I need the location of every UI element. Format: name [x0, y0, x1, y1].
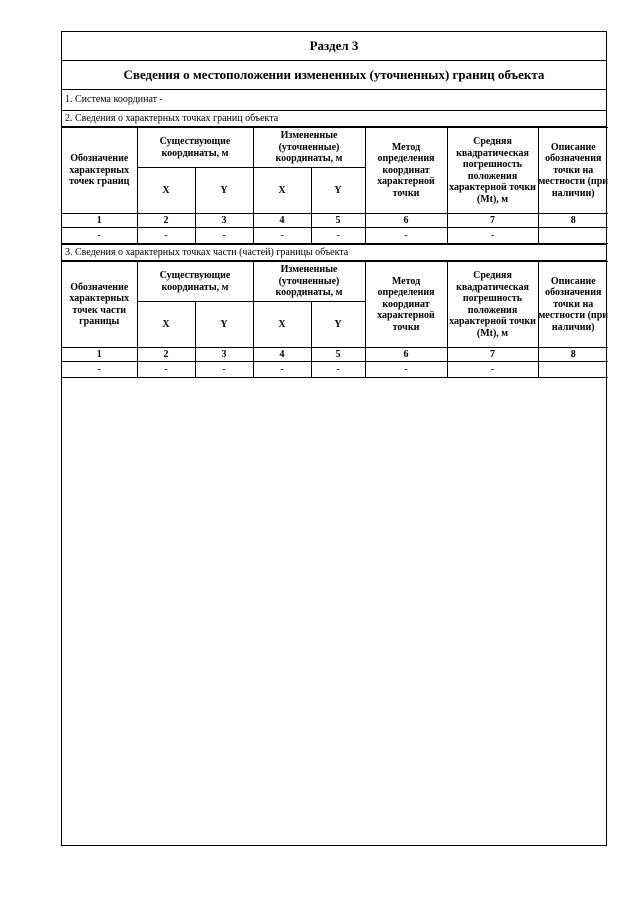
col-num: 7	[447, 214, 538, 228]
table-cell: -	[195, 228, 253, 244]
coord-system: 1. Система координат -	[62, 90, 606, 111]
part2-title: 2. Сведения о характерных точках границ объекта	[62, 111, 606, 127]
column-number-row	[62, 348, 608, 362]
part3-title-table	[62, 244, 606, 261]
col-num: 4	[253, 214, 311, 228]
header-x-existing: X	[137, 302, 195, 348]
col-num: 5	[311, 348, 365, 362]
col-num: 1	[62, 214, 137, 228]
header-y-existing: Y	[195, 168, 253, 214]
header-error: Средняя квадратическая погрешность положения характерной точки (Mt), м	[447, 128, 538, 214]
header-y-changed: Y	[311, 168, 365, 214]
document-frame	[61, 31, 607, 846]
table-cell: -	[365, 362, 447, 378]
col-num: 3	[195, 214, 253, 228]
header-changed-coords: Измененные (уточненные) координаты, м	[253, 262, 365, 302]
table-cell: -	[311, 362, 365, 378]
col-num: 2	[137, 348, 195, 362]
column-number-row	[62, 214, 608, 228]
table-cell: -	[62, 362, 137, 378]
points-table	[62, 127, 608, 244]
col-num: 1	[62, 348, 137, 362]
header-y-changed: Y	[311, 302, 365, 348]
header-table	[62, 32, 606, 127]
part-points-table	[62, 261, 608, 378]
section-title: Раздел 3	[62, 32, 606, 61]
header-existing-coords: Существующие координаты, м	[137, 128, 253, 168]
header-method: Метод определения координат характерной точки	[365, 262, 447, 348]
table-cell: -	[137, 228, 195, 244]
header-point-label: Обозначение характерных точек границ	[62, 128, 137, 214]
header-x-existing: X	[137, 168, 195, 214]
table-cell: -	[447, 228, 538, 244]
table-cell	[538, 362, 608, 378]
col-num: 6	[365, 214, 447, 228]
table-cell: -	[137, 362, 195, 378]
col-num: 3	[195, 348, 253, 362]
table-cell: -	[447, 362, 538, 378]
header-description: Описание обозначения точки на местности (при наличии)	[538, 262, 608, 348]
header-y-existing: Y	[195, 302, 253, 348]
col-num: 8	[538, 348, 608, 362]
part3-title: 3. Сведения о характерных точках части (частей) границы объекта	[62, 245, 606, 261]
table-cell	[538, 228, 608, 244]
header-error: Средняя квадратическая погрешность положения характерной точки (Mt), м	[447, 262, 538, 348]
header-point-label: Обозначение характерных точек части границы	[62, 262, 137, 348]
header-description: Описание обозначения точки на местности (при наличии)	[538, 128, 608, 214]
table-cell: -	[253, 362, 311, 378]
col-num: 7	[447, 348, 538, 362]
table-cell: -	[195, 362, 253, 378]
table-row	[62, 228, 608, 244]
header-method: Метод определения координат характерной точки	[365, 128, 447, 214]
header-x-changed: X	[253, 302, 311, 348]
table-cell: -	[62, 228, 137, 244]
header-existing-coords: Существующие координаты, м	[137, 262, 253, 302]
table-cell: -	[311, 228, 365, 244]
table-cell: -	[253, 228, 311, 244]
table-cell: -	[365, 228, 447, 244]
col-num: 8	[538, 214, 608, 228]
col-num: 4	[253, 348, 311, 362]
col-num: 5	[311, 214, 365, 228]
table-row	[62, 362, 608, 378]
col-num: 2	[137, 214, 195, 228]
header-x-changed: X	[253, 168, 311, 214]
header-changed-coords: Измененные (уточненные) координаты, м	[253, 128, 365, 168]
section-subtitle: Сведения о местоположении измененных (уточненных) границ объекта	[62, 61, 606, 90]
col-num: 6	[365, 348, 447, 362]
